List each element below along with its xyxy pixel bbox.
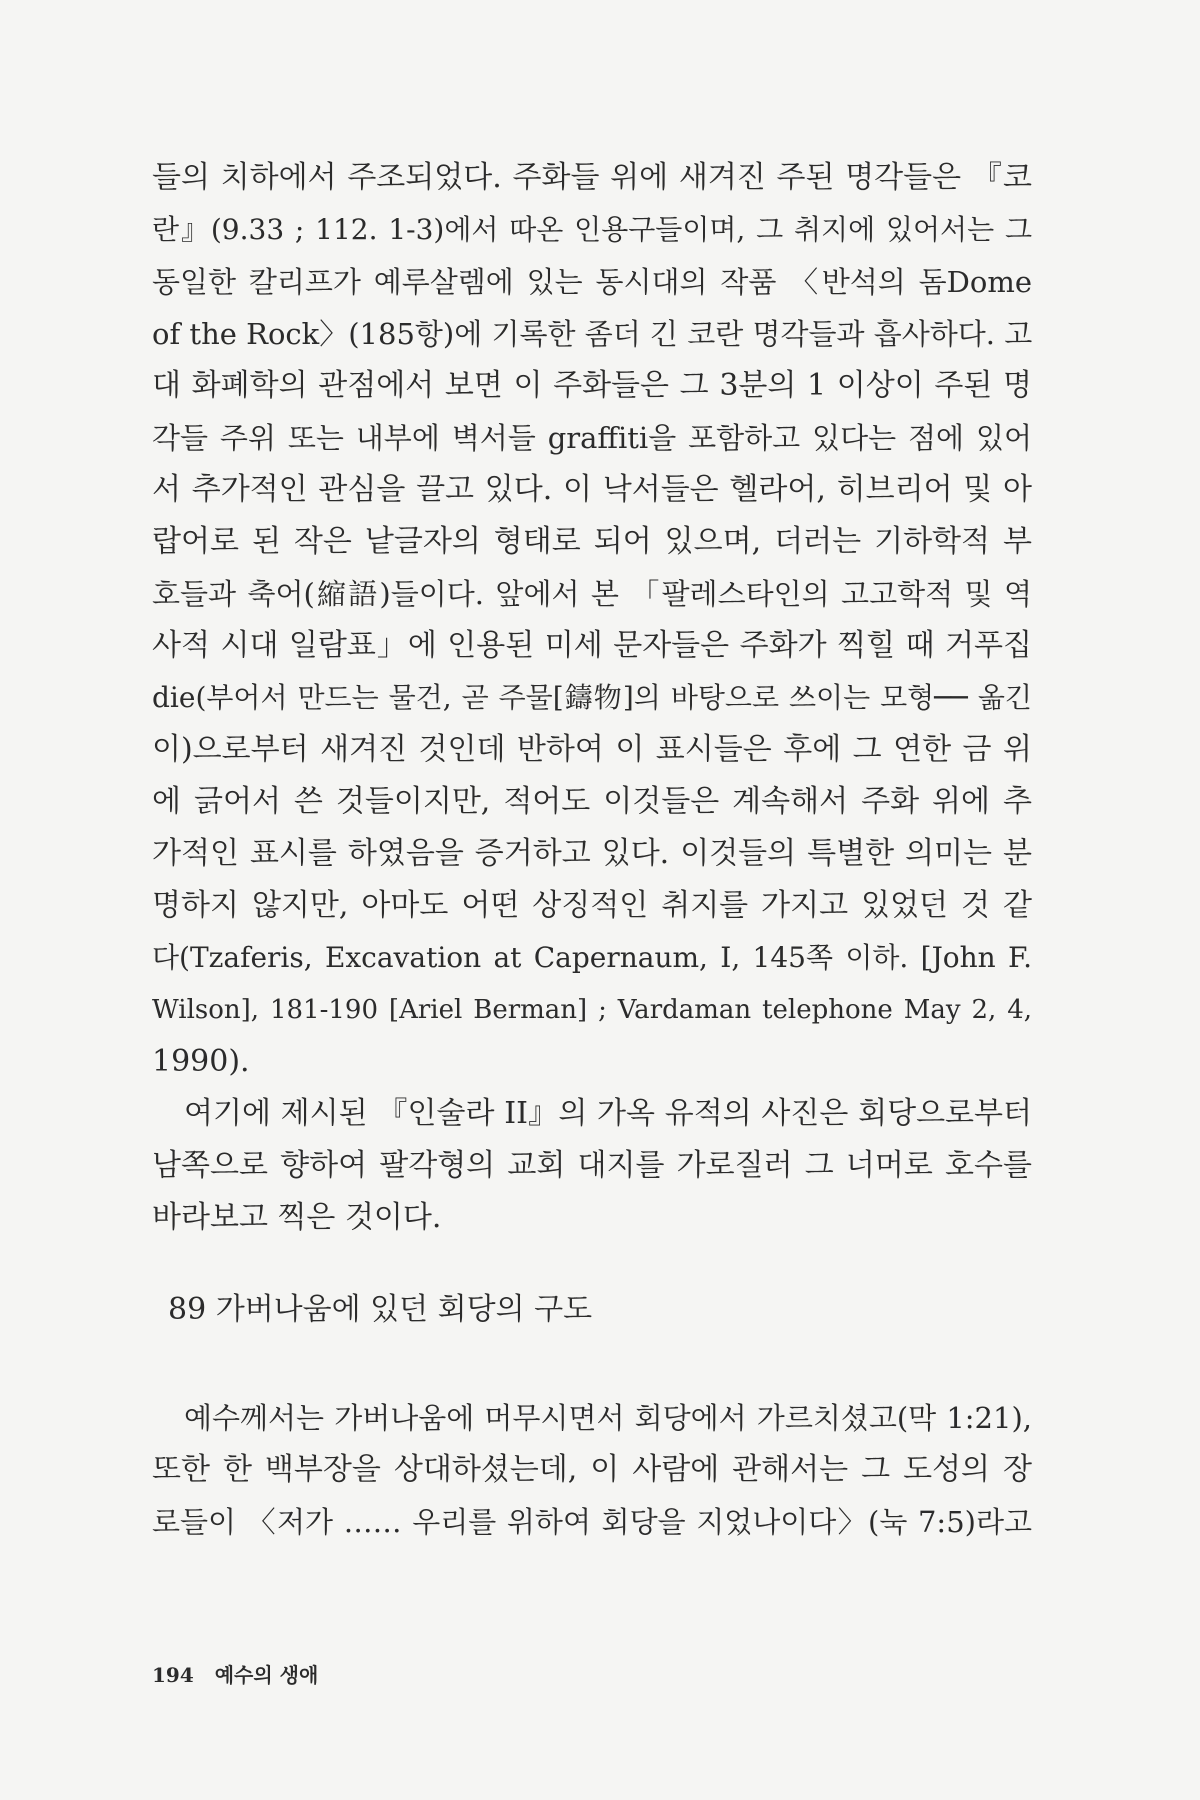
text-line: 각들 주위 또는 내부에 벽서들 graffiti을 포함하고 있다는 점에 있어	[152, 421, 1032, 455]
section-heading: 89 가버나움에 있던 회당의 구도	[168, 1292, 593, 1327]
page-footer	[152, 1660, 318, 1690]
text-line: 1990).	[152, 1044, 250, 1079]
paragraph-coins	[152, 152, 1032, 1088]
text-line: 사적 시대 일람표」에 인용된 미세 문자들은 주화가 찍힐 때 거푸집	[152, 628, 1032, 663]
text-line: 대 화폐학의 관점에서 보면 이 주화들은 그 3분의 1 이상이 주된 명	[152, 368, 1032, 403]
text-line: 에 긁어서 쓴 것들이지만, 적어도 이것들은 계속해서 주화 위에 추	[152, 784, 1032, 819]
paragraph-synagogue	[152, 1392, 1032, 1548]
text-line: 또한 한 백부장을 상대하셨는데, 이 사람에 관해서는 그 도성의 장	[152, 1452, 1032, 1487]
text-line: 이)으로부터 새겨진 것인데 반하여 이 표시들은 후에 그 연한 금 위	[152, 732, 1032, 767]
text-line: 가적인 표시를 하였음을 증거하고 있다. 이것들의 특별한 의미는 분	[152, 836, 1032, 871]
text-line: 들의 치하에서 주조되었다. 주화들 위에 새겨진 주된 명각들은 『코	[152, 160, 1032, 195]
text-line: 예수께서는 가버나움에 머무시면서 회당에서 가르치셨고(막 1:21),	[184, 1401, 1032, 1435]
text-line: 랍어로 된 작은 낱글자의 형태로 되어 있으며, 더러는 기하학적 부	[152, 524, 1032, 559]
text-line: 다(Tzaferis, Excavation at Capernaum, I, 145쪽 이하. [John F.	[152, 941, 1032, 974]
text-line: 남쪽으로 향하여 팔각형의 교회 대지를 가로질러 그 너머로 호수를	[152, 1148, 1032, 1183]
paragraph-insula-photo	[152, 1088, 1032, 1244]
text-line: 동일한 칼리프가 예루살렘에 있는 동시대의 작품 〈반석의 돔Dome	[152, 265, 1032, 299]
text-line: 서 추가적인 관심을 끌고 있다. 이 낙서들은 헬라어, 히브리어 및 아	[152, 472, 1032, 507]
text-line: of the Rock〉(185항)에 기록한 좀더 긴 코란 명각들과 흡사하다. 고	[152, 317, 1033, 351]
text-line: 호들과 축어(縮語)들이다. 앞에서 본 「팔레스타인의 고고학적 및 역	[152, 577, 1032, 611]
text-line: 로들이 〈저가 …… 우리를 위하여 회당을 지었나이다〉(눅 7:5)라고	[152, 1505, 1032, 1539]
text-line: 바라보고 찍은 것이다.	[152, 1200, 442, 1235]
text-line: die(부어서 만드는 물건, 곧 주물[鑄物]의 바탕으로 쓰이는 모형── 옮긴	[152, 681, 1032, 714]
text-line: 명하지 않지만, 아마도 어떤 상징적인 취지를 가지고 있었던 것 같	[152, 888, 1032, 923]
running-title: 예수의 생애	[214, 1663, 319, 1687]
text-line: 란』(9.33 ; 112. 1-3)에서 따온 인용구들이며, 그 취지에 있어서는 그	[152, 213, 1032, 246]
text-line: Wilson], 181-190 [Ariel Berman] ; Vardaman telephone May 2, 4,	[152, 995, 1032, 1025]
page-number: 194	[152, 1663, 194, 1687]
text-line: 여기에 제시된 『인술라 II』의 가옥 유적의 사진은 회당으로부터	[184, 1096, 1032, 1131]
